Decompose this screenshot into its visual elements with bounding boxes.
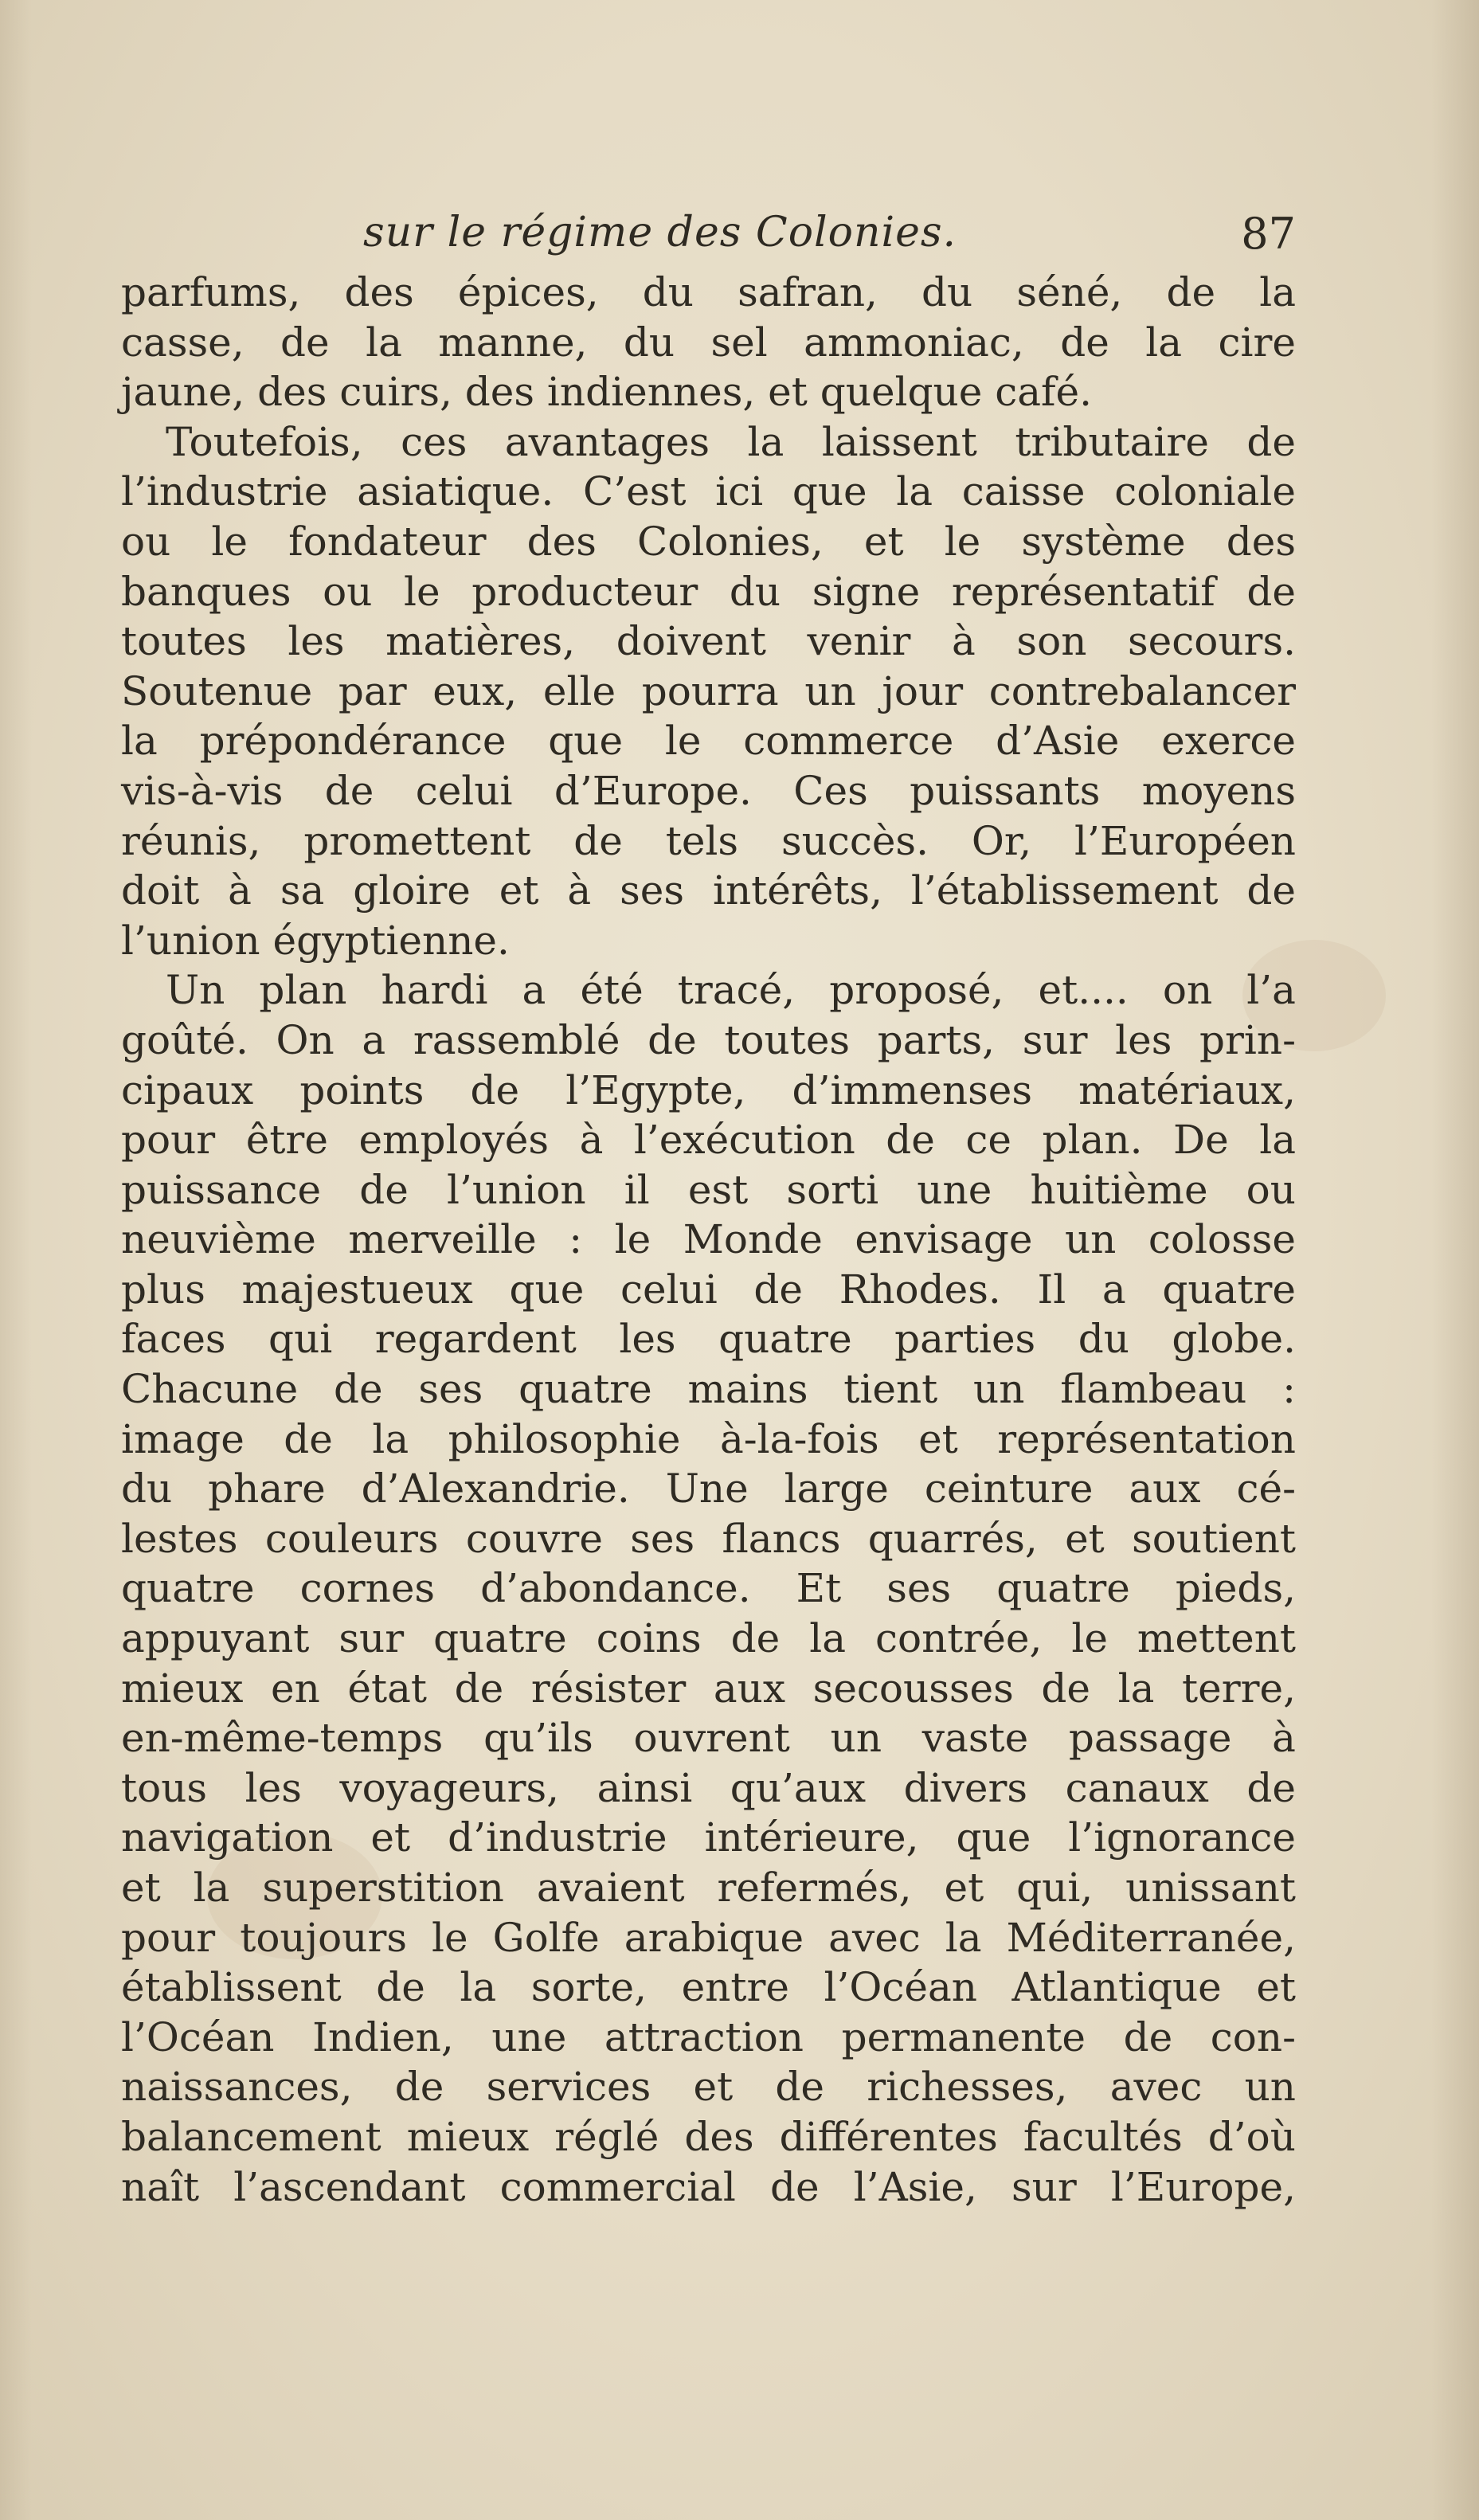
text-line: tous les voyageurs, ainsi qu’aux divers canaux de	[121, 1764, 1296, 1811]
text-line: goûté. On a rassemblé de toutes parts, sur les prin-	[121, 1016, 1296, 1063]
text-line: toutes les matières, doivent venir à son secours.	[121, 618, 1296, 665]
text-line: plus majestueux que celui de Rhodes. Il a quatre	[121, 1266, 1296, 1313]
text-line: appuyant sur quatre coins de la contrée, le mettent	[121, 1615, 1296, 1662]
text-line: l’Océan Indien, une attraction permanente de con-	[121, 2013, 1296, 2060]
text-line: neuvième merveille : le Monde envisage un colosse	[121, 1216, 1296, 1263]
text-line: banques ou le producteur du signe représentatif de	[121, 568, 1296, 615]
page-left-edge-shadow	[0, 0, 32, 2520]
text-line: puissance de l’union il est sorti une huitième ou	[121, 1166, 1296, 1213]
text-line: réunis, promettent de tels succès. Or, l’Européen	[121, 817, 1296, 864]
text-line: jaune, des cuirs, des indiennes, et quelque café.	[121, 369, 1093, 416]
text-line: casse, de la manne, du sel ammoniac, de la cire	[121, 319, 1296, 366]
body-text	[121, 268, 1296, 2212]
text-line: mieux en état de résister aux secousses de la terre,	[121, 1665, 1296, 1712]
text-line: navigation et d’industrie intérieure, que l’ignorance	[121, 1814, 1296, 1861]
text-line: balancement mieux réglé des différentes facultés d’où	[121, 2113, 1296, 2160]
page-header	[121, 209, 1296, 264]
text-line: et la superstition avaient refermés, et qui, unissant	[121, 1865, 1296, 1911]
text-line: doit à sa gloire et à ses intérêts, l’établissement de	[121, 867, 1296, 914]
page-right-edge-shadow	[1431, 0, 1479, 2520]
page-number: 87	[1241, 209, 1296, 259]
text-line: pour être employés à l’exécution de ce plan. De la	[121, 1117, 1296, 1164]
text-line: l’union égyptienne.	[121, 917, 510, 964]
text-line: en-même-temps qu’ils ouvrent un vaste passage à	[121, 1715, 1296, 1762]
text-line: image de la philosophie à-la-fois et représentation	[121, 1415, 1296, 1462]
text-line: établissent de la sorte, entre l’Océan Atlantique et	[121, 1964, 1296, 2011]
text-line: la prépondérance que le commerce d’Asie exerce	[121, 718, 1296, 765]
text-line: parfums, des épices, du safran, du séné, de la	[121, 269, 1296, 315]
text-line: Toutefois, ces avantages la laissent tributaire de	[166, 418, 1296, 465]
text-line: Chacune de ses quatre mains tient un flambeau :	[121, 1366, 1296, 1413]
text-line: Un plan hardi a été tracé, proposé, et.... on l’a	[166, 967, 1296, 1014]
text-line: naissances, de services et de richesses, avec un	[121, 2064, 1296, 2111]
running-title: sur le régime des Colonies.	[363, 209, 957, 256]
text-line: du phare d’Alexandrie. Une large ceinture aux cé-	[121, 1465, 1296, 1512]
text-line: naît l’ascendant commercial de l’Asie, sur l’Europe,	[121, 2163, 1296, 2210]
text-line: lestes couleurs couvre ses flancs quarrés, et soutient	[121, 1515, 1296, 1562]
text-line: pour toujours le Golfe arabique avec la Méditerranée,	[121, 1914, 1296, 1961]
text-line: cipaux points de l’Egypte, d’immenses matériaux,	[121, 1066, 1296, 1113]
text-line: quatre cornes d’abondance. Et ses quatre pieds,	[121, 1565, 1296, 1612]
text-line: Soutenue par eux, elle pourra un jour contrebalancer	[121, 667, 1296, 714]
text-line: l’industrie asiatique. C’est ici que la caisse coloniale	[121, 468, 1296, 515]
text-line: vis-à-vis de celui d’Europe. Ces puissants moyens	[121, 767, 1296, 814]
text-line: ou le fondateur des Colonies, et le système des	[121, 518, 1296, 565]
text-line: faces qui regardent les quatre parties du globe.	[121, 1316, 1296, 1363]
